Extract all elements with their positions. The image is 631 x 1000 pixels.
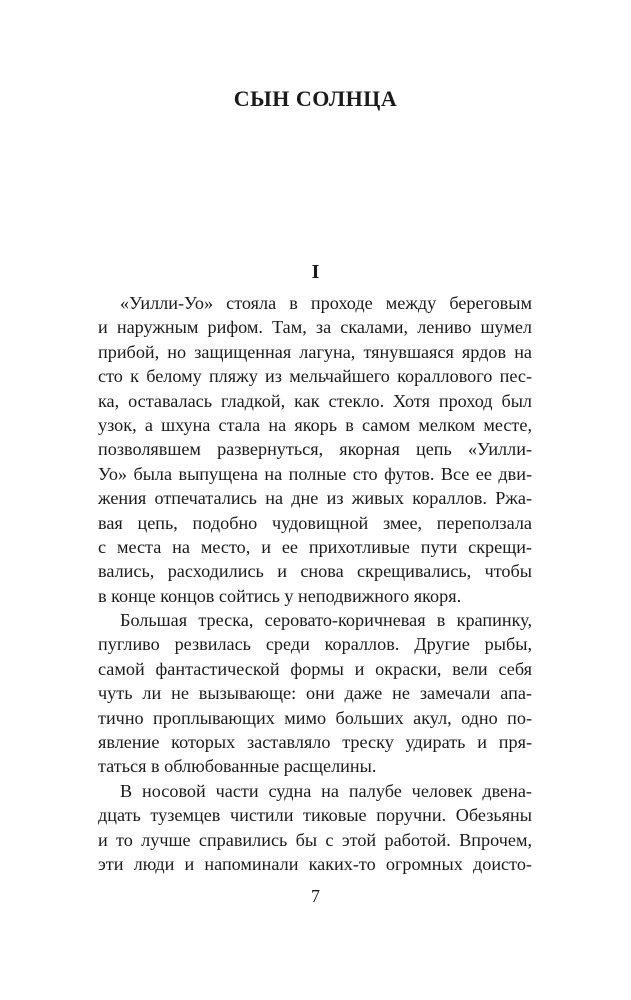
text-line: В носовой части судна на палубе человек двена- bbox=[120, 780, 532, 801]
text-line: чуть ли не вызывающе: они даже не замечали апа- bbox=[98, 683, 532, 704]
text-line: тично проплывающих мимо больших акул, одно по- bbox=[98, 707, 532, 728]
text-line: в конце концов сойтись у неподвижного якоря. bbox=[98, 585, 462, 606]
text-line: с места на место, и ее прихотливые пути скрещи- bbox=[98, 536, 532, 557]
text-line: узок, а шхуна стала на якорь в самом мелком месте, bbox=[98, 414, 532, 435]
text-line: «Уилли-Уо» стояла в проходе между береговым bbox=[120, 293, 532, 313]
text-line: самой фантастической формы и окраски, вели себя bbox=[98, 658, 532, 679]
text-line: эти люди и напоминали каких-то огромных доисто- bbox=[98, 853, 532, 874]
text-line: Уо» была выпущена на полные сто футов. Все ее дви- bbox=[98, 463, 532, 484]
text-line: Большая треска, серовато-коричневая в крапинку, bbox=[120, 610, 532, 631]
page-number: 7 bbox=[311, 886, 320, 906]
text-line: вались, расходились и снова скрещивались, чтобы bbox=[98, 561, 532, 582]
chapter-number: I bbox=[311, 261, 320, 283]
body-text bbox=[98, 291, 532, 876]
text-line: сто к белому пляжу из мельчайшего кораллового пес- bbox=[98, 366, 532, 387]
text-line: и наружным рифом. Там, за скалами, лениво шумел bbox=[98, 317, 532, 338]
text-line: вая цепь, подобно чудовищной змее, переползала bbox=[98, 512, 532, 533]
text-line: позволявшем развернуться, якорная цепь «Уилли- bbox=[98, 439, 532, 460]
book-title: СЫН СОЛНЦА bbox=[233, 86, 398, 111]
text-line: дцать туземцев чистили тиковые поручни. Обезьяны bbox=[98, 805, 532, 826]
text-line: явление которых заставляло треску удирать и пря- bbox=[98, 732, 532, 753]
text-line: ка, оставалась гладкой, как стекло. Хотя проход был bbox=[98, 390, 532, 411]
text-line: прибой, но защищенная лагуна, тянувшаяся ярдов на bbox=[98, 341, 532, 362]
text-line: жения отпечатались на дне из живых кораллов. Ржа- bbox=[98, 488, 532, 509]
text-line: и то лучше справились бы с этой работой. Впрочем, bbox=[98, 829, 532, 850]
text-line: таться в облюбованные расщелины. bbox=[98, 756, 377, 777]
text-line: пугливо резвилась среди кораллов. Другие рыбы, bbox=[98, 634, 532, 655]
